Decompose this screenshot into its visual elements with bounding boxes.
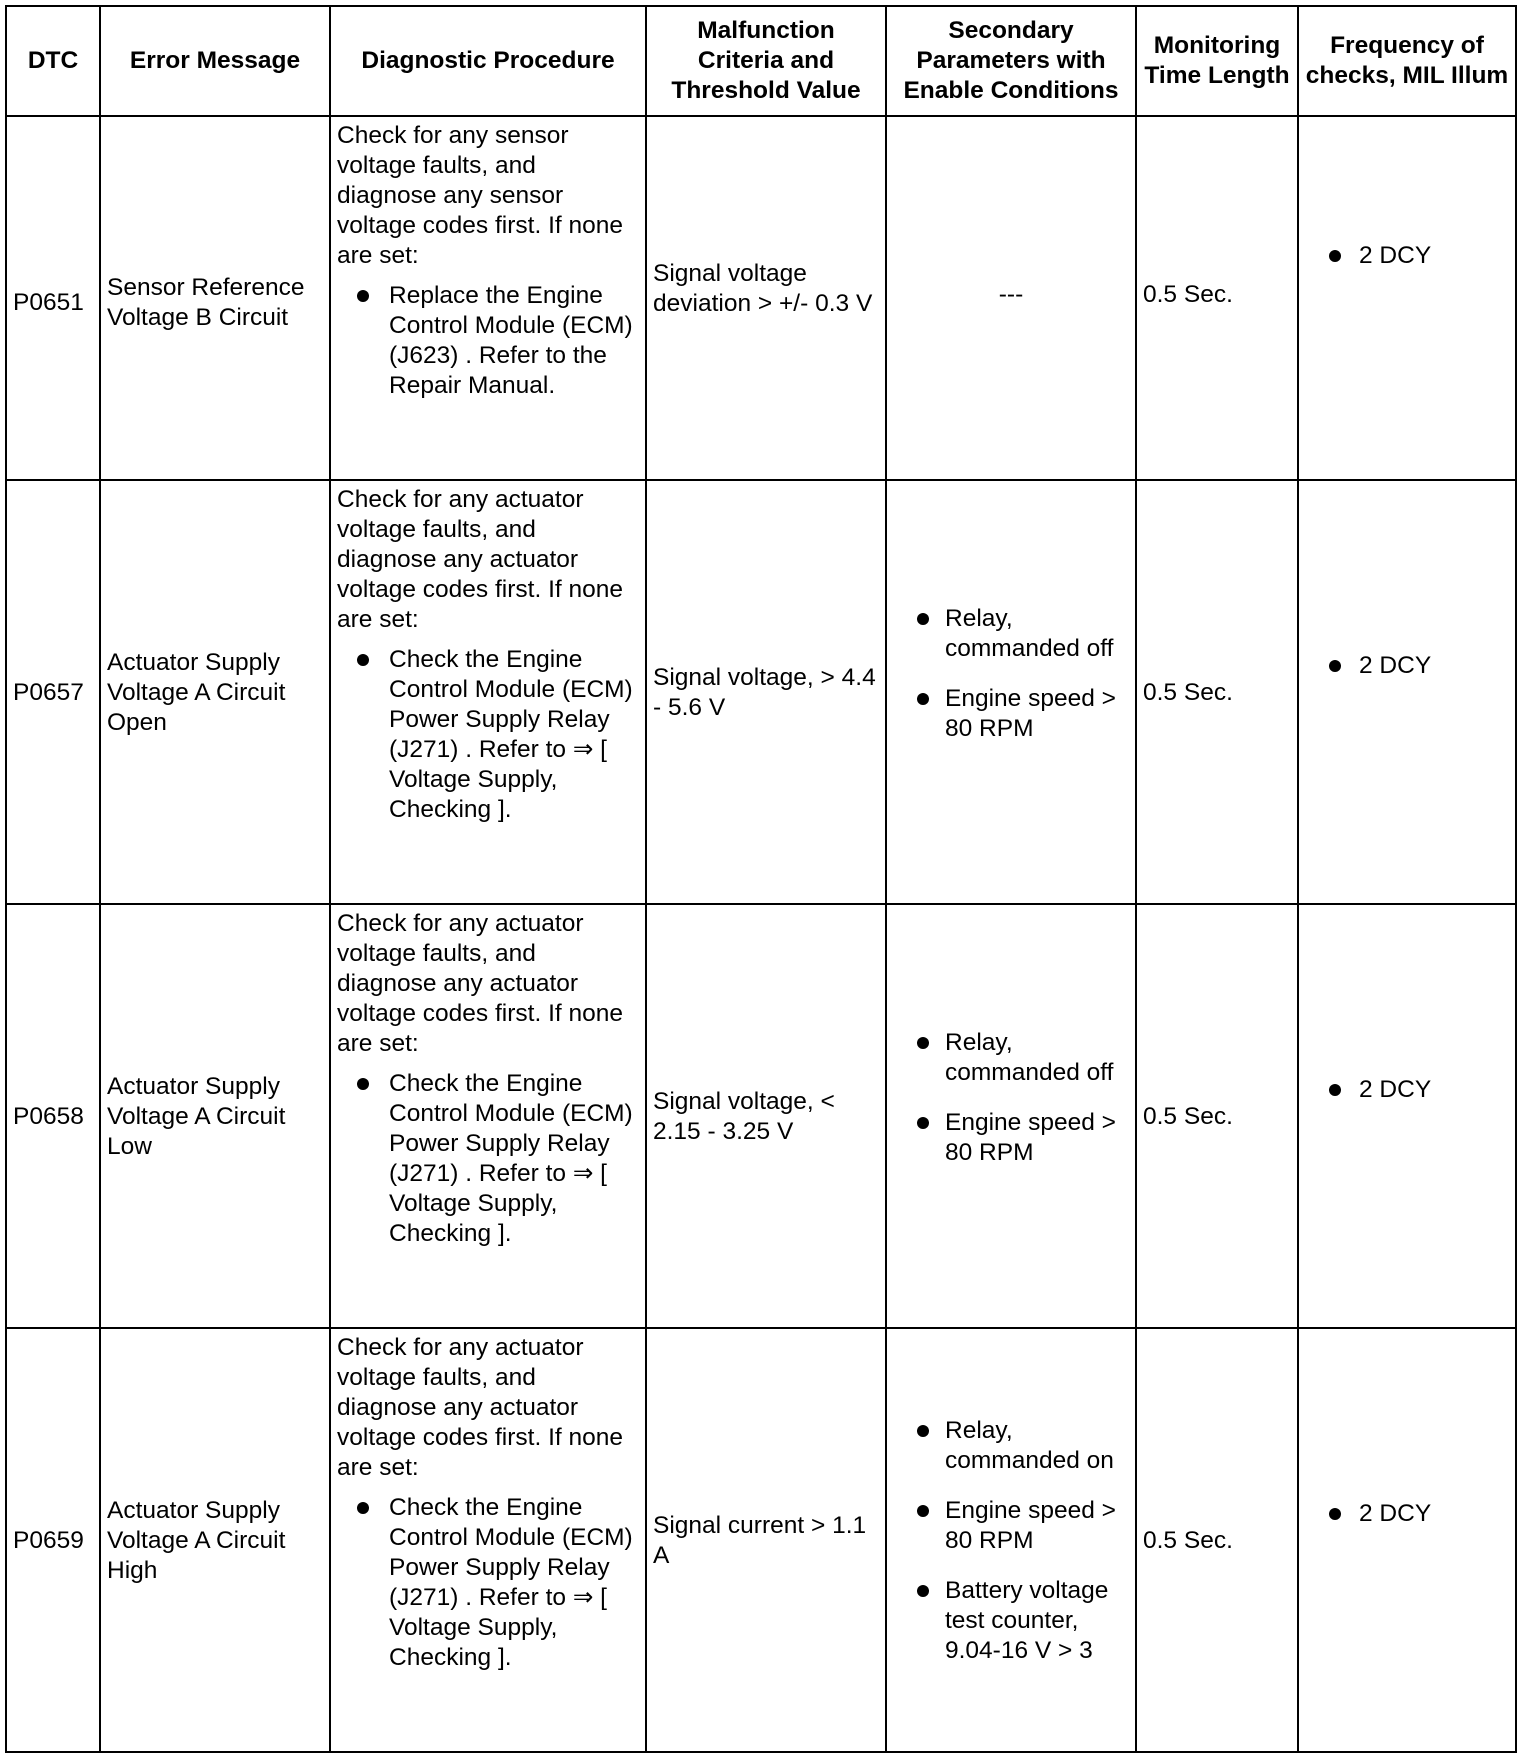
diagnostic-procedure <box>330 904 646 1328</box>
procedure-intro: Check for any sensor voltage faults, and diagnose any sensor voltage codes first. If none are set: <box>337 122 623 269</box>
dtc-code: P0651 <box>6 116 100 480</box>
procedure-steps <box>337 1493 639 1673</box>
procedure-step: Replace the Engine Control Module (ECM) (J623) . Refer to the Repair Manual. <box>337 281 639 401</box>
diagnostic-procedure <box>330 480 646 904</box>
secondary-item: Relay, commanded off <box>893 1028 1129 1088</box>
monitoring-time: 0.5 Sec. <box>1136 1328 1298 1752</box>
frequency-list <box>1305 651 1509 681</box>
secondary-item: Relay, commanded on <box>893 1416 1129 1476</box>
frequency-item: 2 DCY <box>1305 1499 1509 1529</box>
monitoring-time: 0.5 Sec. <box>1136 116 1298 480</box>
frequency-list <box>1305 1499 1509 1529</box>
monitoring-time: 0.5 Sec. <box>1136 904 1298 1328</box>
header-dtc: DTC <box>6 6 100 116</box>
dtc-code: P0658 <box>6 904 100 1328</box>
secondary-item: Battery voltage test counter, 9.04-16 V > 3 <box>893 1576 1129 1666</box>
dtc-code: P0657 <box>6 480 100 904</box>
procedure-intro: Check for any actuator voltage faults, and diagnose any actuator voltage codes first. If none are set: <box>337 910 623 1057</box>
header-secondary-parameters: Secondary Parameters with Enable Conditions <box>886 6 1136 116</box>
header-malfunction-criteria: Malfunction Criteria and Threshold Value <box>646 6 886 116</box>
table-row <box>6 116 1516 480</box>
document-page <box>5 5 1515 1753</box>
dtc-code: P0659 <box>6 1328 100 1752</box>
secondary-item: Engine speed > 80 RPM <box>893 1108 1129 1168</box>
procedure-steps <box>337 645 639 825</box>
secondary-item: Engine speed > 80 RPM <box>893 684 1129 744</box>
secondary-parameters <box>886 904 1136 1328</box>
header-frequency: Frequency of checks, MIL Illum <box>1298 6 1516 116</box>
frequency-item: 2 DCY <box>1305 241 1509 271</box>
malfunction-criteria: Signal current > 1.1 A <box>646 1328 886 1752</box>
error-message: Sensor Reference Voltage B Circuit <box>100 116 330 480</box>
secondary-item: Engine speed > 80 RPM <box>893 1496 1129 1556</box>
malfunction-criteria: Signal voltage deviation > +/- 0.3 V <box>646 116 886 480</box>
secondary-list <box>893 1028 1129 1168</box>
frequency <box>1298 1328 1516 1752</box>
procedure-step: Check the Engine Control Module (ECM) Power Supply Relay (J271) . Refer to ⇒ [ Voltage Supply, Checking ]. <box>337 1069 639 1249</box>
error-message: Actuator Supply Voltage A Circuit Low <box>100 904 330 1328</box>
secondary-list <box>893 604 1129 744</box>
secondary-list <box>893 1416 1129 1666</box>
monitoring-time: 0.5 Sec. <box>1136 480 1298 904</box>
procedure-step: Check the Engine Control Module (ECM) Power Supply Relay (J271) . Refer to ⇒ [ Voltage Supply, Checking ]. <box>337 1493 639 1673</box>
diagnostic-procedure <box>330 1328 646 1752</box>
secondary-item: Relay, commanded off <box>893 604 1129 664</box>
procedure-step: Check the Engine Control Module (ECM) Power Supply Relay (J271) . Refer to ⇒ [ Voltage Supply, Checking ]. <box>337 645 639 825</box>
frequency-item: 2 DCY <box>1305 651 1509 681</box>
frequency-list <box>1305 241 1509 271</box>
procedure-steps <box>337 281 639 401</box>
diagnostic-procedure <box>330 116 646 480</box>
table-row <box>6 1328 1516 1752</box>
procedure-intro: Check for any actuator voltage faults, and diagnose any actuator voltage codes first. If none are set: <box>337 486 623 633</box>
dtc-table <box>5 5 1517 1753</box>
frequency-list <box>1305 1075 1509 1105</box>
procedure-steps <box>337 1069 639 1249</box>
secondary-parameters <box>886 1328 1136 1752</box>
frequency <box>1298 480 1516 904</box>
secondary-parameters <box>886 480 1136 904</box>
error-message: Actuator Supply Voltage A Circuit High <box>100 1328 330 1752</box>
procedure-intro: Check for any actuator voltage faults, and diagnose any actuator voltage codes first. If none are set: <box>337 1334 623 1481</box>
frequency <box>1298 116 1516 480</box>
header-monitoring-time: Monitoring Time Length <box>1136 6 1298 116</box>
header-diagnostic-procedure: Diagnostic Procedure <box>330 6 646 116</box>
frequency-item: 2 DCY <box>1305 1075 1509 1105</box>
malfunction-criteria: Signal voltage, > 4.4 - 5.6 V <box>646 480 886 904</box>
table-row <box>6 904 1516 1328</box>
secondary-parameters: --- <box>886 116 1136 480</box>
table-row <box>6 480 1516 904</box>
header-error-message: Error Message <box>100 6 330 116</box>
header-row <box>6 6 1516 116</box>
malfunction-criteria: Signal voltage, < 2.15 - 3.25 V <box>646 904 886 1328</box>
frequency <box>1298 904 1516 1328</box>
error-message: Actuator Supply Voltage A Circuit Open <box>100 480 330 904</box>
